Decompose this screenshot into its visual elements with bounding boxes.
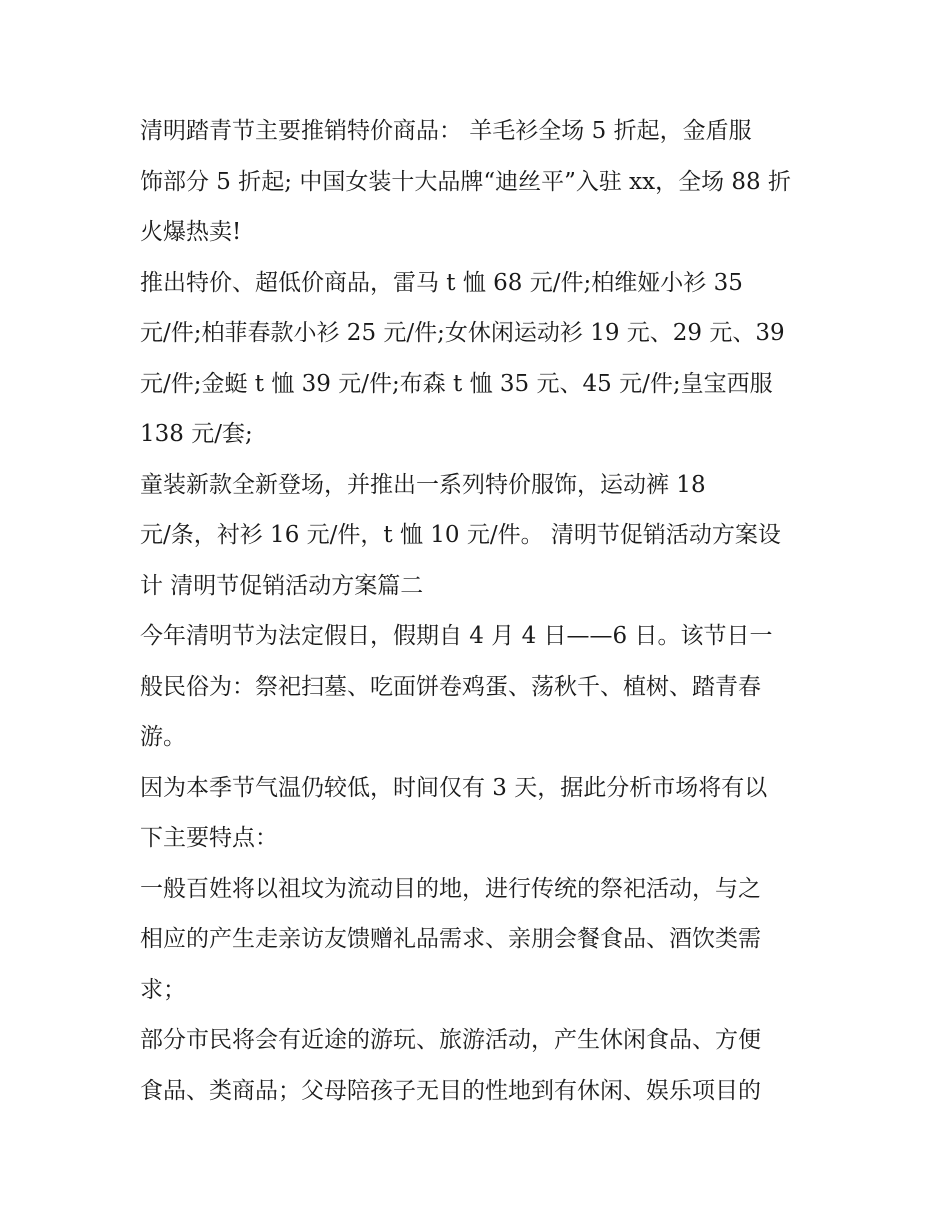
text-line: 元/件;金蜓 t 恤 39 元/件;布森 t 恤 35 元、45 元/件;皇宝西服 [140, 370, 773, 397]
text-line: 童装新款全新登场，并推出一系列特价服饰，运动裤 18 [140, 471, 706, 498]
document-body [140, 106, 830, 1116]
text-line: 因为本季节气温仍较低，时间仅有 3 天，据此分析市场将有以 [140, 774, 768, 801]
text-line: 元/条，衬衫 16 元/件，t 恤 10 元/件。 清明节促销活动方案设 [140, 522, 781, 548]
text-line: 食品、类商品；父母陪孩子无目的性地到有休闲、娱乐项目的 [140, 1077, 761, 1104]
text-line: 推出特价、超低价商品，雷马 t 恤 68 元/件;柏维娅小衫 35 [140, 269, 743, 296]
text-line: 元/件;柏菲春款小衫 25 元/件;女休闲运动衫 19 元、29 元、39 [140, 320, 785, 346]
text-line: 计 清明节促销活动方案篇二 [140, 572, 424, 599]
text-line: 今年清明节为法定假日，假期自 4 月 4 日——6 日。该节日一 [140, 623, 773, 649]
text-line: 下主要特点： [140, 825, 278, 851]
text-line: 游。 [140, 724, 186, 750]
text-line: 一般百姓将以祖坟为流动目的地，进行传统的祭祀活动，与之 [140, 875, 761, 902]
text-line: 清明踏青节主要推销特价商品： 羊毛衫全场 5 折起，金盾服 [140, 118, 752, 144]
text-line: 求； [140, 976, 186, 1003]
text-line: 般民俗为：祭祀扫墓、吃面饼卷鸡蛋、荡秋千、植树、踏青春 [140, 673, 761, 700]
text-line: 138 元/套; [140, 421, 253, 447]
text-line: 部分市民将会有近途的游玩、旅游活动，产生休闲食品、方便 [140, 1027, 761, 1053]
text-line: 火爆热卖! [140, 219, 242, 245]
text-line: 相应的产生走亲访友馈赠礼品需求、亲朋会餐食品、酒饮类需 [140, 926, 761, 952]
text-line: 饰部分 5 折起; 中国女装十大品牌“迪丝平”入驻 xx，全场 88 折 [140, 168, 791, 195]
